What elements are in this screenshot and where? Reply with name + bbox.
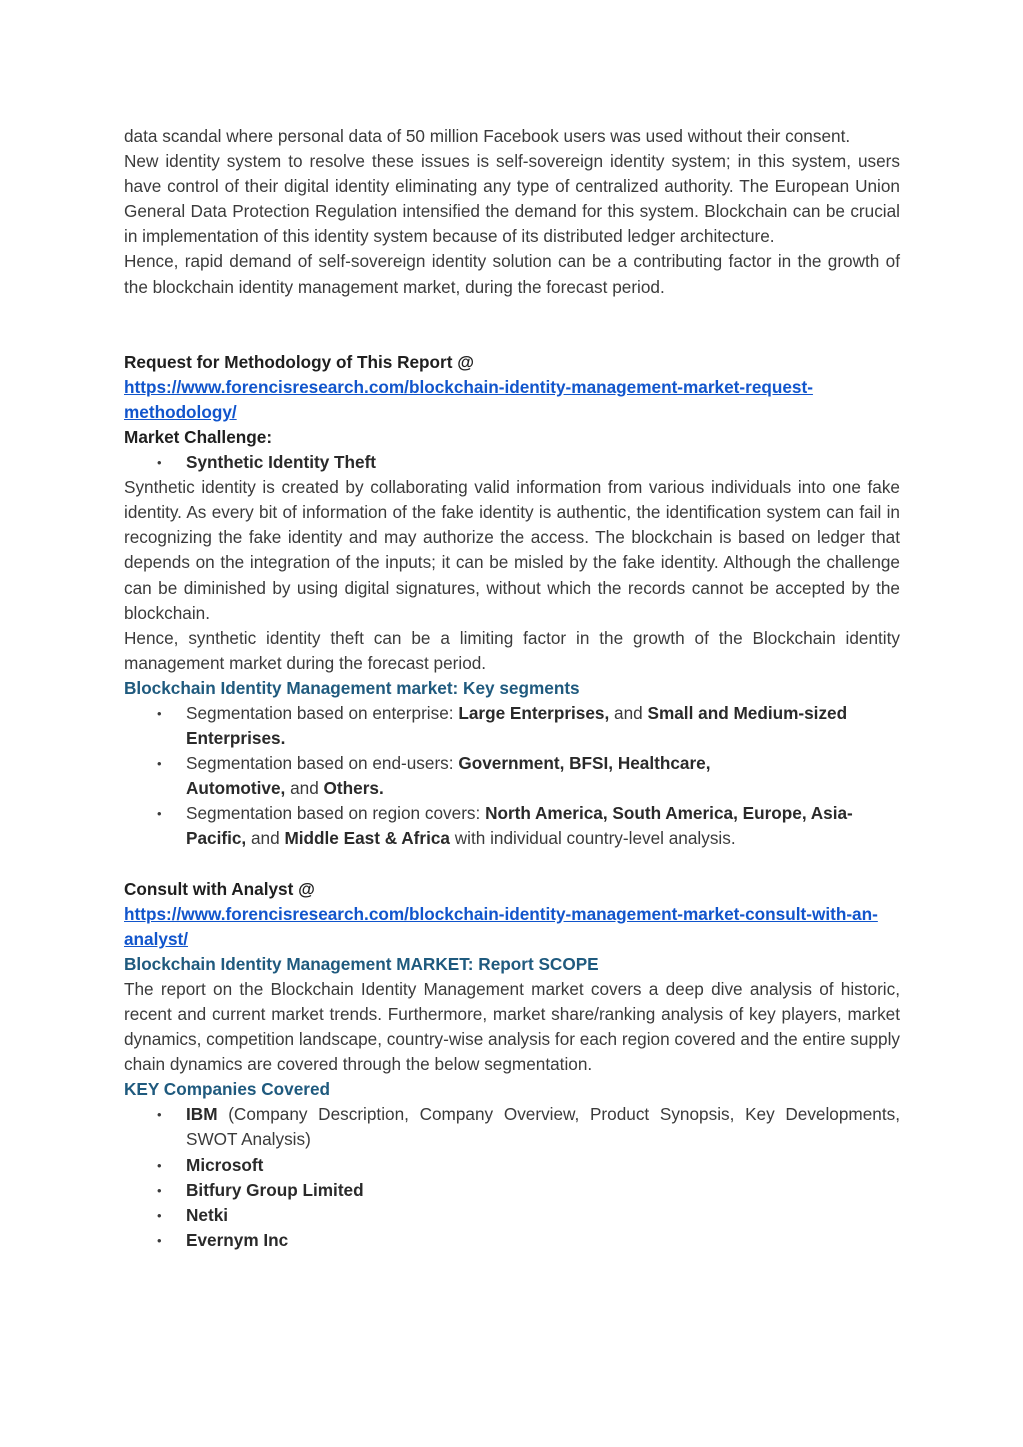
challenge-paragraph-1: Synthetic identity is created by collaborating valid information from various individuals into one fake identity. As every bit of information of the fake identity is authentic, the identification system can fail in recognizing the fake identity and may authorize the access. The blockchain is based on ledger that depends on the integration of the inputs; it can be misled by the fake identity. Although the challenge can be diminished by using digital signatures, without which the records cannot be accepted by the blockchain. [124,477,900,623]
list-item [124,1228,900,1253]
list-item [124,751,900,801]
challenge-heading: Market Challenge: [124,426,273,447]
consult-label: Consult with Analyst @ [124,878,315,899]
challenge-list [124,450,900,475]
bullet-icon: • [157,1182,162,1198]
segment-bold-1: Government, BFSI, Healthcare, Automotive, [186,753,711,799]
bullet-icon: • [157,806,162,822]
list-item [124,1178,900,1203]
segment-prefix: Segmentation based on enterprise: [186,702,459,723]
spacer [124,852,900,877]
methodology-label: Request for Methodology of This Report @ [124,351,474,372]
bullet-icon: • [157,455,162,471]
segment-suffix: with individual country-level analysis. [449,828,736,849]
list-item [124,1153,900,1178]
document-page [124,124,900,1253]
bullet-icon: • [157,1232,162,1248]
segment-mid: and [246,828,285,849]
consult-link[interactable]: https://www.forencisresearch.com/blockchain-identity-management-market-consult-with-an-analyst/ [124,903,878,949]
segment-prefix: Segmentation based on region covers: [186,803,486,824]
segment-mid: and [609,702,648,723]
bullet-icon: • [157,1157,162,1173]
segments-title: Blockchain Identity Management market: Key segments [124,677,580,698]
segment-bold-1: North America, South America, Europe, Asia-Pacific, [186,803,853,849]
bullet-icon: • [157,1107,162,1123]
company-name: Bitfury Group Limited [186,1179,364,1200]
segment-bold-1: Large Enterprises, [458,702,610,723]
challenge-paragraph-2: Hence, synthetic identity theft can be a limiting factor in the growth of the Blockchain identity management market during the forecast period. [124,627,900,673]
list-item [124,1203,900,1228]
segment-prefix: Segmentation based on end-users: [186,753,459,774]
list-item [124,1102,900,1152]
company-name: Evernym Inc [186,1229,289,1250]
segment-mid: and [285,778,324,799]
segment-bold-2: Small and Medium-sized Enterprises. [186,702,848,749]
methodology-link[interactable]: https://www.forencisresearch.com/blockchain-identity-management-market-request-methodology/ [124,376,813,422]
segment-bold-2: Middle East & Africa [284,828,450,849]
intro-paragraph-1: data scandal where personal data of 50 million Facebook users was used without their consent. [124,126,851,146]
list-item [124,701,900,751]
intro-paragraph-3: Hence, rapid demand of self-sovereign identity solution can be a contributing factor in the growth of the blockchain identity management market, during the forecast period. [124,251,900,297]
company-detail: (Company Description, Company Overview, Product Synopsis, Key Developments, SWOT Analysis) [186,1104,900,1150]
company-name: Microsoft [186,1154,264,1175]
companies-list [124,1102,900,1253]
challenge-bullet-text: Synthetic Identity Theft [186,452,377,473]
intro-paragraph-2: New identity system to resolve these issues is self-sovereign identity system; in this system, users have control of their digital identity eliminating any type of centralized authority. The European Union General Data Protection Regulation intensified the demand for this system. Blockchain can be crucial in implementation of this identity system because of its distributed ledger architecture. [124,151,900,247]
bullet-icon: • [157,756,162,772]
spacer [124,300,900,350]
companies-title: KEY Companies Covered [124,1079,330,1100]
list-item [124,801,900,851]
bullet-icon: • [157,1207,162,1223]
segment-bold-2: Others. [323,778,384,799]
scope-paragraph: The report on the Blockchain Identity Management market covers a deep dive analysis of historic, recent and current market trends. Furthermore, market share/ranking analysis of key players, market dynamics, competition landscape, country-wise analysis for each region covered and the entire supply chain dynamics are covered through the below segmentation. [124,978,900,1075]
scope-title: Blockchain Identity Management MARKET: Report SCOPE [124,953,599,974]
company-name: IBM [186,1104,218,1125]
list-item [124,450,900,475]
segments-list [124,701,900,852]
bullet-icon: • [157,705,162,721]
company-name: Netki [186,1204,229,1225]
